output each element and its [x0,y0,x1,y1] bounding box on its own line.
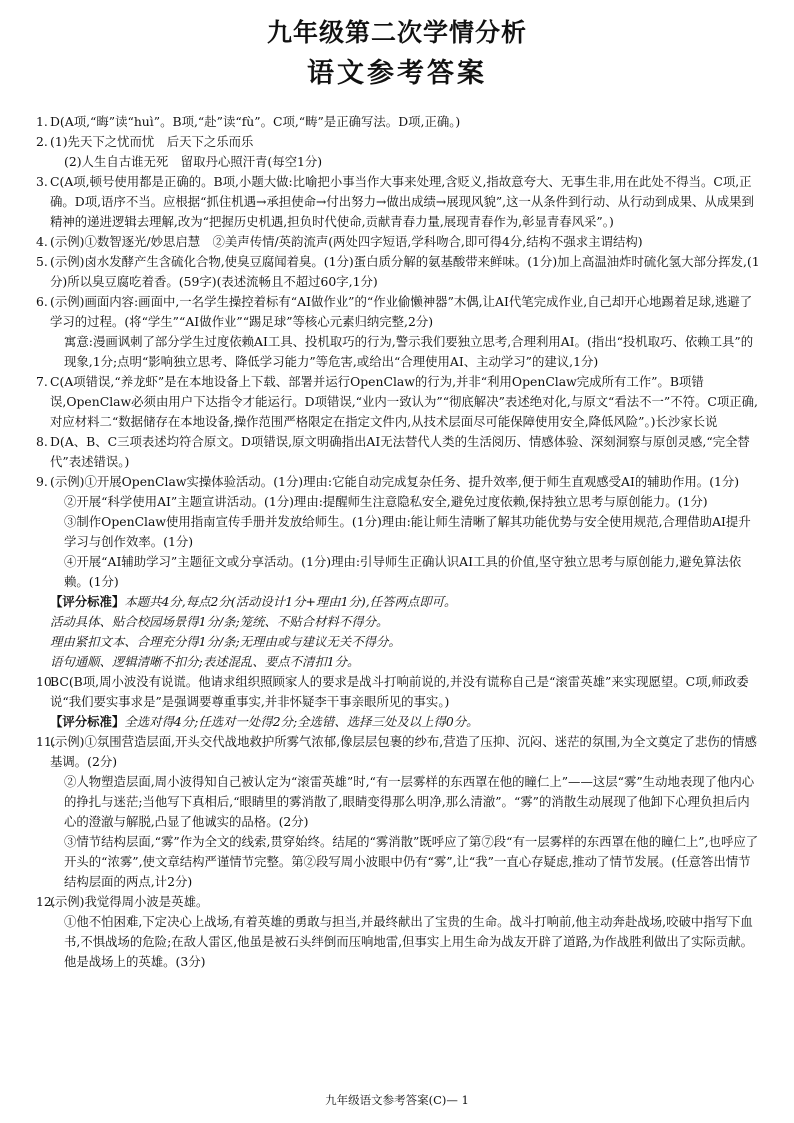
answer-number: 4. [36,234,48,249]
answer-text: D(A、B、C三项表述均符合原文。D项错误,原文明确指出AI无法替代人类的生活阅历、情感体验、深刻洞察与原创灵感,“完全替代”表述错误。) [50,434,750,469]
answer-item [36,292,762,372]
answer-text: (2)人生自古谁无死 留取丹心照汗青(每空1分) [64,154,323,169]
scoring-standard-text: 语句通顺、逻辑清晰不扣分;表述混乱、要点不清扣1分。 [50,654,360,669]
answer-number: 6. [36,294,48,309]
answer-item [36,252,762,292]
answer-number: 1. [36,114,48,129]
answer-item [36,732,762,892]
answer-text: (示例)①开展OpenClaw实操体验活动。(1分)理由:它能自动完成复杂任务、提升效率,便于师生直观感受AI的辅助作用。(1分) [50,474,740,489]
answer-item [36,112,762,132]
answer-text: (示例)①氛围营造层面,开头交代战地救护所雾气浓郁,像层层包裹的纱布,营造了压抑、沉闷、迷茫的氛围,为全文奠定了悲伤的情感基调。(2分) [50,734,757,769]
answer-item [36,132,762,172]
answer-item [36,892,762,972]
answer-text: ③制作OpenClaw使用指南宣传手册并发放给师生。(1分)理由:能让师生清晰了解其功能优势与安全使用规范,合理借助AI提升学习与创作效率。(1分) [64,514,751,549]
answer-text: 寓意:漫画讽刺了部分学生过度依赖AI工具、投机取巧的行为,警示我们要独立思考,合理利用AI。(指出“投机取巧、依赖工具”的现象,1分;点明“影响独立思考、降低学习能力”等危害,或给出“合理使用AI、主动学习”的建议,1分) [64,334,754,369]
scoring-standard-line [36,712,762,732]
scoring-standard-label: 【评分标准】 [50,714,125,729]
answer-item [36,372,762,432]
answer-text: ④开展“AI辅助学习”主题征文或分享活动。(1分)理由:引导师生正确认识AI工具的价值,坚守独立思考与原创能力,避免算法依赖。(1分) [64,554,742,589]
answer-item [36,672,762,712]
scoring-standard-line [36,632,762,652]
answer-item [36,172,762,232]
scoring-standard-text: 本题共4分,每点2分(活动设计1分+理由1分),任答两点即可。 [124,594,457,609]
page-title: 九年级第二次学情分析 [266,18,527,47]
answer-text: ③情节结构层面,“雾”作为全文的线索,贯穿始终。结尾的“雾消散”既呼应了第⑦段“有一层雾样的东西罩在他的瞳仁上”,也呼应了开头的“浓雾”,使文章结构严谨情节完整。第②段写周小波眼中仍有“雾”,让“我”一直心存疑虑,推动了情节发展。(任意答出情节结构层面的两点,计2分) [64,834,759,889]
answer-text: ②开展“科学使用AI”主题宣讲活动。(1分)理由:提醒师生注意隐私安全,避免过度依赖,保持独立思考与原创能力。(1分) [64,494,708,509]
scoring-standard-text: 活动具体、贴合校园场景得1分/条;笼统、不贴合材料不得分。 [50,614,389,629]
scoring-standard-line [36,612,762,632]
answer-item [36,232,762,252]
scoring-standard-line [36,592,762,612]
page-subtitle: 语文参考答案 [307,58,487,89]
scoring-standard-label: 【评分标准】 [50,594,125,609]
answer-number: 8. [36,434,48,449]
answer-number: 7. [36,374,48,389]
page-footer: 九年级语文参考答案(C)— 1 [325,1093,469,1107]
answer-number: 12. [36,894,56,909]
answer-number: 5. [36,254,48,269]
answer-text: C(A项错误,“养龙虾”是在本地设备上下载、部署并运行OpenClaw的行为,并非“利用OpenClaw完成所有工作”。B项错误,OpenClaw必须由用户下达指令才能运行。D项错误,“业内一致认为”“彻底解决”表述绝对化,与原文“看法不一”不符。C项正确,对应材料二“数据储存在本地设备,操作范围严格限定在指定文件内,从技术层面尽可能保障使用安全,降低风险”。)长沙家长说 [50,374,758,429]
scoring-standard-text: 理由紧扣文本、合理充分得1分/条;无理由或与建议无关不得分。 [50,634,401,649]
answer-item [36,472,762,592]
answer-item [36,432,762,472]
answer-text: BC(B项,周小波没有说谎。他请求组织照顾家人的要求是战斗打响前说的,并没有谎称自己是“滚雷英雄”来实现愿望。C项,师政委说“我们要实事求是”是强调要尊重事实,并非怀疑李干事亲眼所见的事实。) [50,674,749,709]
scoring-standard-text: 全选对得4分;任选对一处得2分;全选错、选择三处及以上得0分。 [124,714,479,729]
answer-text: C(A项,顿号使用都是正确的。B项,小题大做:比喻把小事当作大事来处理,含贬义,指故意夸大、无事生非,用在此处不得当。C项,正确。D项,语序不当。应根据“抓住机遇→承担使命→付出努力→做出成绩→展现风貌”,这一从条件到行动、从行动到成果、从成果到精神的递进逻辑去理解,改为“把握历史机遇,担负时代使命,贡献青春力量,展现青春作为,彰显青春风采”。) [50,174,754,229]
answer-text: (示例)卤水发酵产生含硫化合物,使臭豆腐闻着臭。(1分)蛋白质分解的氨基酸带来鲜味。(1分)加上高温油炸时硫化氢大部分挥发,(1分)所以臭豆腐吃着香。(59字)(表述流畅且不超过60字,1分) [50,254,760,289]
answer-number: 2. [36,134,48,149]
answer-text: ①他不怕困难,下定决心上战场,有着英雄的勇敢与担当,并最终献出了宝贵的生命。战斗打响前,他主动奔赴战场,咬破中指写下血书,不惧战场的危险;在敌人雷区,他虽是被石头绊倒而压响地雷,但事实上用生命为战友开辟了道路,为作战胜利做出了实际贡献。他是战场上的英雄。(3分) [64,914,754,969]
answer-number: 9. [36,474,48,489]
answer-text: (示例)①数智逐光/妙思启慧 ②美声传情/英韵流声(两处四字短语,学科吻合,即可得4分,结构不强求主谓结构) [50,234,643,249]
answer-text: D(A项,“晦”读“huì”。B项,“赴”读“fù”。C项,“畴”是正确写法。D项,正确。) [50,114,461,129]
answer-text: ②人物塑造层面,周小波得知自己被认定为“滚雷英雄”时,“有一层雾样的东西罩在他的瞳仁上”——这层“雾”生动地表现了他内心的挣扎与迷茫;当他写下真相后,“眼睛里的雾消散了,眼睛变得那么明净,那么清澈”。“雾”的消散生动展现了他卸下心理负担后内心的澄澈与解脱,凸显了他诚实的品格。(2分) [64,774,755,829]
answer-text: (1)先天下之忧而忧 后天下之乐而乐 [50,134,254,149]
answer-number: 3. [36,174,48,189]
scoring-standard-line [36,652,762,672]
answer-text: (示例)画面内容:画面中,一名学生操控着标有“AI做作业”的“作业偷懒神器”木偶,让AI代笔完成作业,自己却开心地踢着足球,逃避了学习的过程。(将“学生”“AI做作业”“踢足球”等核心元素归纳完整,2分) [50,294,753,329]
answer-list [36,112,762,972]
answer-number: 10. [36,674,56,689]
answer-text: (示例)我觉得周小波是英雄。 [50,894,209,909]
answer-number: 11. [36,734,56,749]
